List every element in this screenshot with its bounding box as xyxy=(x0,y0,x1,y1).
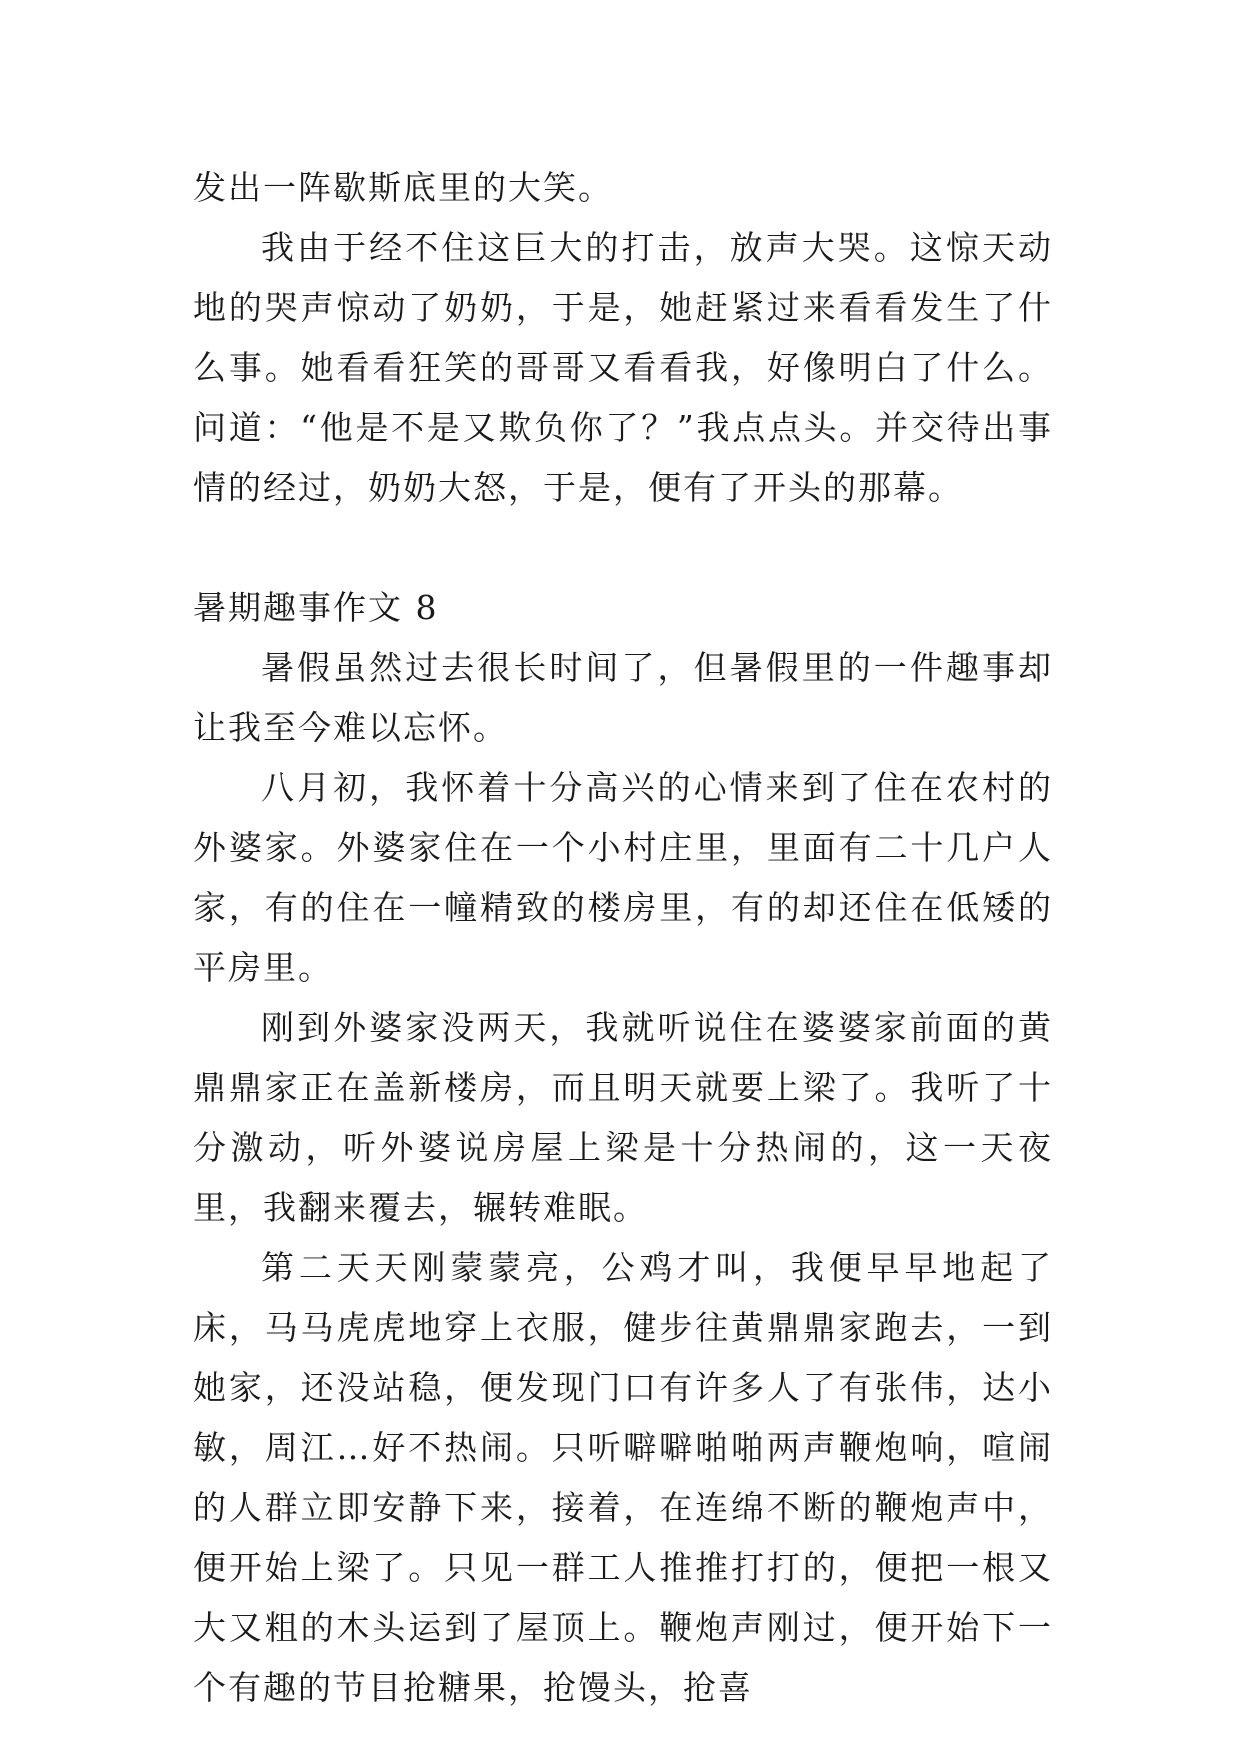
document-body xyxy=(193,158,1053,1718)
body-paragraph: 第二天天刚蒙蒙亮，公鸡才叫，我便早早地起了床，马马虎虎地穿上衣服，健步往黄鼎鼎家跑去，一到她家，还没站稳，便发现门口有许多人了有张伟，达小敏，周江…好不热闹。只听噼噼啪啪两声鞭炮响，喧闹的人群立即安静下来，接着，在连绵不断的鞭炮声中，便开始上梁了。只见一群工人推推打打的，便把一根又大又粗的木头运到了屋顶上。鞭炮声刚过，便开始下一个有趣的节目抢糖果，抢馒头，抢喜 xyxy=(193,1248,1053,1707)
section-spacer xyxy=(193,518,1053,578)
body-paragraph: 刚到外婆家没两天，我就听说住在婆婆家前面的黄鼎鼎家正在盖新楼房，而且明天就要上梁了。我听了十分激动，听外婆说房屋上梁是十分热闹的，这一天夜里，我翻来覆去，辗转难眠。 xyxy=(193,1008,1053,1227)
body-paragraph: 我由于经不住这巨大的打击，放声大哭。这惊天动地的哭声惊动了奶奶，于是，她赶紧过来看看发生了什么事。她看看狂笑的哥哥又看看我，好像明白了什么。问道：“他是不是又欺负你了？”我点点头。并交待出事情的经过，奶奶大怒，于是，便有了开头的那幕。 xyxy=(193,228,1053,507)
body-paragraph: 暑假虽然过去很长时间了，但暑假里的一件趣事却让我至今难以忘怀。 xyxy=(193,648,1053,747)
essay-title: 暑期趣事作文 8 xyxy=(193,588,439,627)
body-paragraph: 八月初，我怀着十分高兴的心情来到了住在农村的外婆家。外婆家住在一个小村庄里，里面有二十几户人家，有的住在一幢精致的楼房里，有的却还住在低矮的平房里。 xyxy=(193,768,1053,987)
continuation-paragraph: 发出一阵歇斯底里的大笑。 xyxy=(193,168,613,207)
